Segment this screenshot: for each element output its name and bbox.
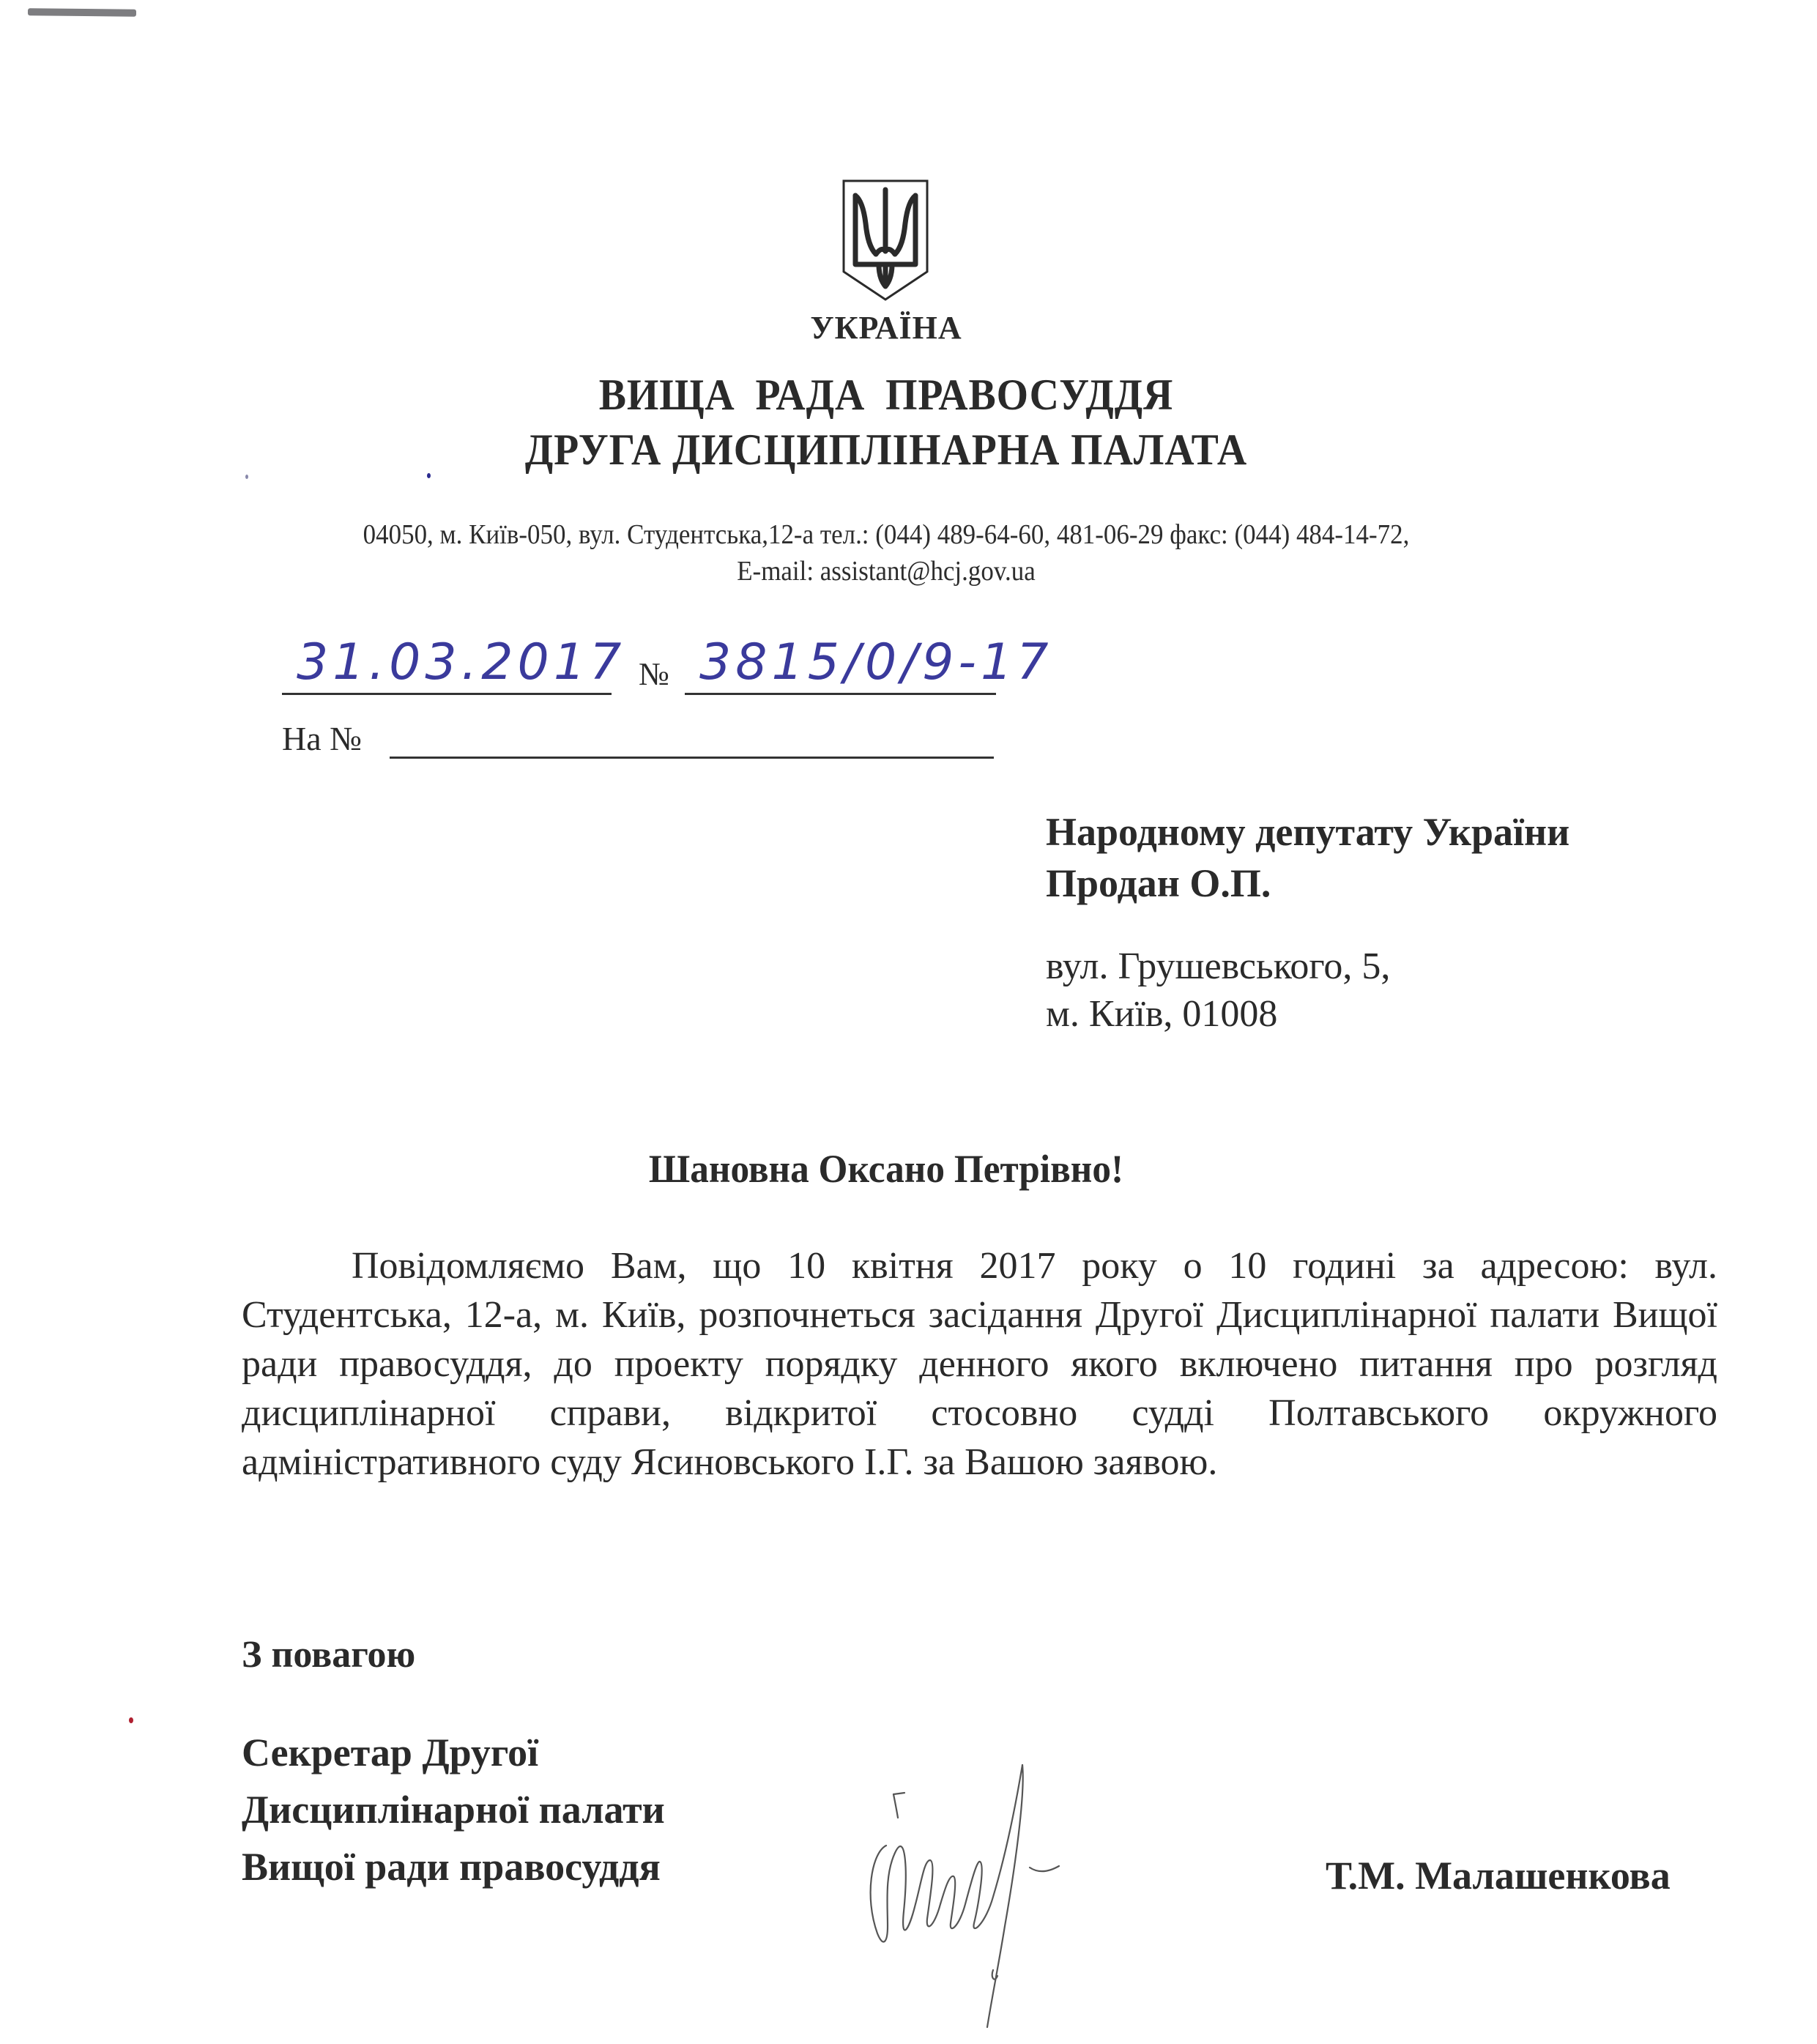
trident-coat-of-arms-icon: [841, 178, 930, 302]
handwritten-date: 31.03.2017: [297, 633, 626, 691]
organization-heading: ВИЩА РАДА ПРАВОСУДДЯ: [598, 371, 1174, 419]
letter-body: Повідомляємо Вам, що 10 квітня 2017 року о 10 годині за адресою: вул. Студентська, 12-а, м. Київ, розпочнеться засідання Другої Дисциплінарної палати Вищої ради правосуддя, до проекту порядку денного якого включено питання про розгляд дисциплінарної справи, відкритої стосовно судді Полтавського окружного адміністративного суду Ясиновського І.Г. за Вашою заявою.: [242, 1245, 1717, 1483]
recipient-title: Народному депутату України: [1046, 810, 1570, 854]
ink-speck: [427, 473, 431, 478]
signatory-position-line-3: Вищої ради правосуддя: [242, 1845, 661, 1889]
number-underline: [685, 693, 996, 695]
reply-number-underline: [390, 757, 994, 759]
recipient-name: Продан О.П.: [1046, 861, 1271, 905]
number-label: №: [639, 656, 669, 692]
signatory-name: Т.М. Малашенкова: [1326, 1854, 1671, 1898]
recipient-city: м. Київ, 01008: [1046, 993, 1278, 1035]
reply-number-label: На №: [282, 720, 363, 757]
recipient-street: вул. Грушевського, 5,: [1046, 945, 1391, 987]
closing-regards: З повагою: [242, 1634, 416, 1676]
ink-speck: [245, 475, 248, 479]
signatory-position-line-1: Секретар Другої: [242, 1731, 539, 1774]
salutation: Шановна Оксано Петрівно!: [648, 1147, 1124, 1191]
red-ink-speck: [129, 1717, 133, 1723]
signatory-position-line-2: Дисциплінарної палати: [242, 1788, 665, 1832]
letterhead-address: 04050, м. Київ-050, вул. Студентська,12-а тел.: (044) 489-64-60, 481-06-29 факс: (044) 484-14-72,: [363, 519, 1410, 550]
handwritten-reg-number: 3815/0/9-17: [699, 633, 1053, 691]
handwritten-signature-icon: [842, 1750, 1179, 2029]
scan-artifact-dash: [28, 8, 136, 17]
letterhead-email: E-mail: assistant@hcj.gov.ua: [737, 556, 1036, 587]
department-heading: ДРУГА ДИСЦИПЛІНАРНА ПАЛАТА: [524, 425, 1248, 474]
country-heading: УКРАЇНА: [810, 310, 962, 346]
date-underline: [282, 693, 612, 695]
